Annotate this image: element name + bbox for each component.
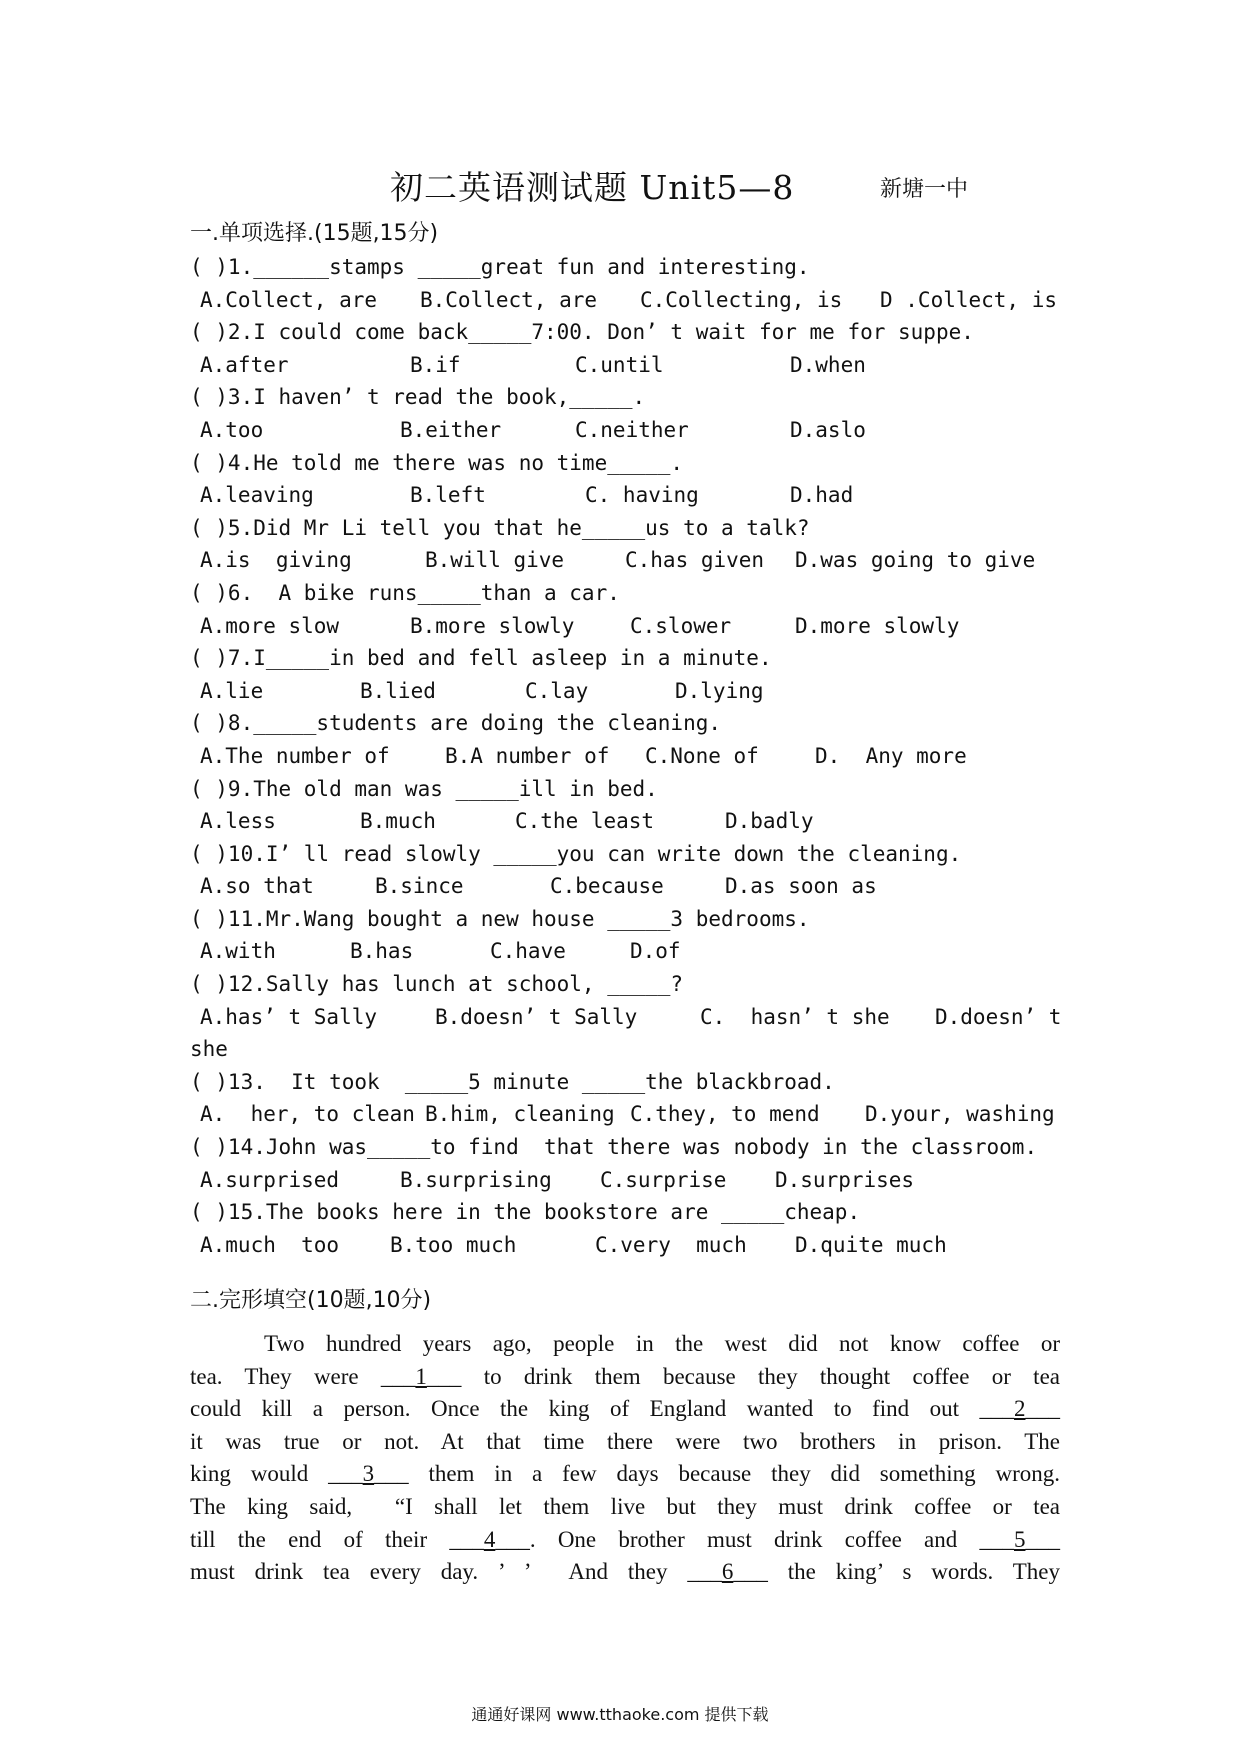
passage-text: ___ them in a few days because they did something wrong. (374, 1461, 1060, 1487)
question-4-stem: ( )4.He told me there was no time_____. (190, 450, 684, 475)
question-15-option-c: C.very much (595, 1232, 747, 1257)
question-13-stem: ( )13. It took _____5 minute _____the blackbroad. (190, 1069, 835, 1094)
blank-number: 5 (1013, 1526, 1026, 1552)
question-12-option-b: B.doesn’ t Sally (435, 1004, 638, 1029)
question-1-options (190, 284, 1070, 317)
question-7-option-c: C.lay (525, 678, 589, 703)
question-14-options (190, 1164, 1070, 1197)
question-4-option-b: B.left (410, 483, 486, 508)
question-6-option-d: D.more slowly (795, 613, 960, 638)
question-1-option-a: A.Collect, are (200, 287, 378, 312)
blank-number: 6 (721, 1559, 734, 1585)
question-8-option-c: C.None of (645, 743, 759, 768)
question-3-option-a: A.too (200, 417, 264, 442)
blank-number: 4 (483, 1526, 496, 1552)
passage-text: must drink tea every day. ’ ’ And they ___ (190, 1559, 722, 1585)
question-8-stem: ( )8._____students are doing the cleaning. (190, 711, 722, 736)
question-15-stem: ( )15.The books here in the bookstore are _____cheap. (190, 1200, 861, 1225)
question-10-option-c: C.because (550, 874, 664, 899)
question-7-stem: ( )7.I_____in bed and fell asleep in a minute. (190, 646, 772, 671)
passage-text: ___ to drink them because they thought coffee or tea (426, 1363, 1060, 1389)
question-8-option-b: B.A number of (445, 743, 610, 768)
blank-number: 2 (1014, 1396, 1026, 1422)
question-9-option-b: B.much (360, 809, 436, 834)
question-13-options (190, 1098, 1070, 1131)
question-3-options (190, 414, 1070, 447)
question-11-option-d: D.of (630, 939, 681, 964)
question-2-option-a: A.after (200, 352, 289, 377)
question-12-option-c: C. hasn’ t she (700, 1004, 890, 1029)
question-1-option-b: B.Collect, are (420, 287, 598, 312)
blank-number: 3 (362, 1461, 375, 1487)
question-7-option-a: A.lie (200, 678, 264, 703)
passage-text: ___ (1025, 1396, 1060, 1422)
cloze-passage (190, 1328, 1060, 1589)
question-11-stem: ( )11.Mr.Wang bought a new house _____3 bedrooms. (190, 906, 810, 931)
passage-line (190, 1328, 1060, 1361)
passage-line (190, 1556, 1060, 1589)
question-11-option-b: B.has (350, 939, 414, 964)
passage-text: ___ (1025, 1526, 1060, 1552)
question-4-option-c: C. having (585, 483, 699, 508)
question-7-options (190, 675, 1070, 708)
passage-line (190, 1458, 1060, 1491)
question-6-options (190, 610, 1070, 643)
question-5-options (190, 544, 1070, 577)
question-8-option-a: A.The number of (200, 743, 390, 768)
passage-text: ___ the king’ s words. They (733, 1559, 1060, 1585)
question-12-option-wrap: she (190, 1037, 228, 1062)
passage-text: could kill a person. Once the king of England wanted to find out ___ (190, 1396, 1014, 1422)
question-3-stem: ( )3.I haven’ t read the book,_____. (190, 385, 646, 410)
question-14-option-a: A.surprised (200, 1167, 340, 1192)
question-8-option-d: D. Any more (815, 743, 967, 768)
question-5-option-b: B.will give (425, 548, 565, 573)
passage-text: tea. They were ___ (190, 1363, 416, 1389)
question-11-option-a: A.with (200, 939, 276, 964)
question-1-option-d: D .Collect, is (880, 287, 1058, 312)
question-10-options (190, 870, 1070, 903)
question-10-option-d: D.as soon as (725, 874, 877, 899)
question-6-stem: ( )6. A bike runs_____than a car. (190, 580, 620, 605)
question-7-option-b: B.lied (360, 678, 436, 703)
question-14-option-b: B.surprising (400, 1167, 552, 1192)
question-1-option-c: C.Collecting, is (640, 287, 843, 312)
question-10-option-b: B.since (375, 874, 464, 899)
question-6-option-b: B.more slowly (410, 613, 575, 638)
passage-text: till the end of their ___ (190, 1526, 484, 1552)
question-14-stem: ( )14.John was_____to find that there was nobody in the classroom. (190, 1135, 1038, 1160)
question-4-option-d: D.had (790, 483, 854, 508)
blank-number: 1 (415, 1363, 427, 1389)
question-13-option-d: D.your, washing (865, 1102, 1055, 1127)
question-9-options (190, 805, 1070, 838)
question-4-options (190, 479, 1070, 512)
question-12-options (190, 1001, 1070, 1034)
question-15-option-d: D.quite much (795, 1232, 947, 1257)
question-12-option-d: D.doesn’ t (935, 1004, 1062, 1029)
question-9-option-c: C.the least (515, 809, 655, 834)
question-13-option-c: C.they, to mend (630, 1102, 820, 1127)
question-6-option-a: A.more slow (200, 613, 340, 638)
question-6-option-c: C.slower (630, 613, 732, 638)
question-12-stem: ( )12.Sally has lunch at school, _____? (190, 972, 684, 997)
passage-line (190, 1491, 1060, 1524)
question-5-option-d: D.was going to give (795, 548, 1036, 573)
passage-line (190, 1524, 1060, 1557)
passage-line (190, 1361, 1060, 1394)
question-8-options (190, 740, 1070, 773)
question-10-stem: ( )10.I’ ll read slowly _____you can write down the cleaning. (190, 841, 962, 866)
question-2-stem: ( )2.I could come back_____7:00. Don’ t wait for me for suppe. (190, 320, 974, 345)
footer-credit: 通通好课网 www.tthaoke.com 提供下载 (471, 1705, 769, 1724)
question-5-stem: ( )5.Did Mr Li tell you that he_____us to a talk? (190, 515, 810, 540)
question-10-option-a: A.so that (200, 874, 314, 899)
question-9-option-d: D.badly (725, 809, 814, 834)
question-5-option-c: C.has given (625, 548, 765, 573)
question-2-options (190, 349, 1070, 382)
passage-text: Two hundred years ago, people in the west did not know coffee or (264, 1331, 1060, 1356)
question-3-option-b: B.either (400, 417, 502, 442)
question-2-option-d: D.when (790, 352, 866, 377)
question-12-option-a: A.has’ t Sally (200, 1004, 378, 1029)
question-14-option-d: D.surprises (775, 1167, 915, 1192)
passage-text: The king said, “I shall let them live but they must drink coffee or tea (190, 1493, 1060, 1519)
question-13-option-b: B.him, cleaning (425, 1102, 615, 1127)
question-2-option-c: C.until (575, 352, 664, 377)
question-11-options (190, 935, 1070, 968)
question-3-option-d: D.aslo (790, 417, 866, 442)
question-5-option-a: A.is giving (200, 548, 352, 573)
question-15-option-a: A.much too (200, 1232, 340, 1257)
multiple-choice-list (190, 251, 1070, 1261)
question-1-stem: ( )1.______stamps _____great fun and interesting. (190, 255, 810, 279)
passage-text: ___. One brother must drink coffee and ___ (495, 1526, 1014, 1552)
question-11-option-c: C.have (490, 939, 566, 964)
question-15-option-b: B.too much (390, 1232, 517, 1257)
page-title: 初二英语测试题 Unit5—8 (390, 168, 795, 207)
question-9-stem: ( )9.The old man was _____ill in bed. (190, 776, 658, 801)
question-7-option-d: D.lying (675, 678, 764, 703)
passage-text: it was true or not. At that time there were two brothers in prison. The (190, 1428, 1060, 1454)
passage-text: king would ___ (190, 1461, 363, 1487)
section1-heading: 一.单项选择.(15题,15分) (190, 221, 439, 246)
question-13-option-a: A. her, to clean (200, 1102, 415, 1127)
school-name: 新塘一中 (880, 177, 969, 202)
question-4-option-a: A.leaving (200, 483, 314, 508)
question-3-option-c: C.neither (575, 417, 689, 442)
passage-line (190, 1426, 1060, 1459)
passage-line (190, 1393, 1060, 1426)
question-2-option-b: B.if (410, 352, 461, 377)
question-14-option-c: C.surprise (600, 1167, 727, 1192)
question-9-option-a: A.less (200, 809, 276, 834)
section2-heading: 二.完形填空(10题,10分) (190, 1288, 432, 1313)
question-15-options (190, 1229, 1070, 1262)
